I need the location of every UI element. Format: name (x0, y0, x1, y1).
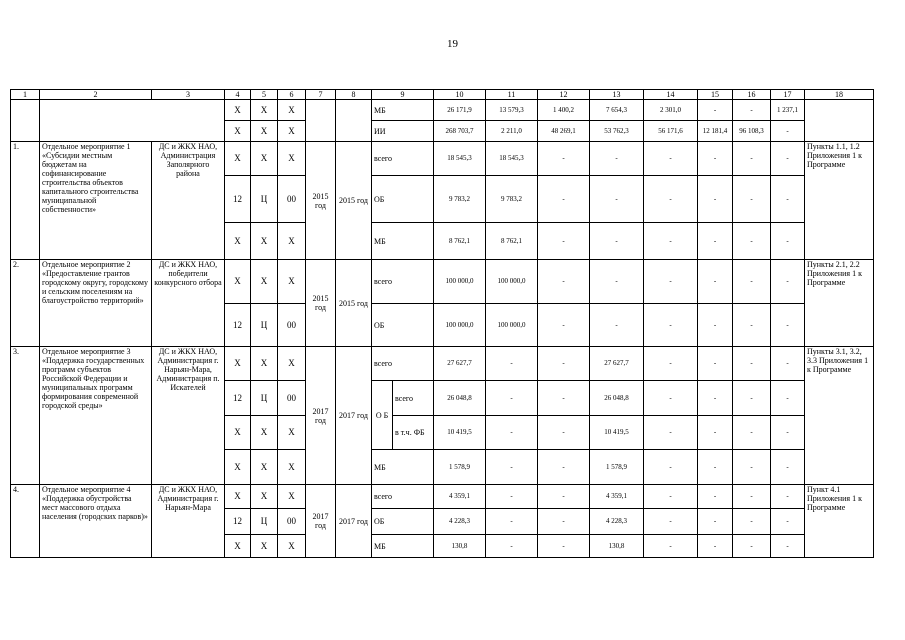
amount-cell: - (698, 535, 733, 558)
amount-cell: - (644, 260, 698, 304)
amount-cell: - (733, 381, 771, 416)
amount-cell: - (771, 176, 805, 223)
amount-cell: - (698, 381, 733, 416)
amount-cell: - (771, 509, 805, 535)
amount-cell: - (733, 260, 771, 304)
amount-cell: - (771, 381, 805, 416)
funding-source: ОБ (372, 176, 434, 223)
amount-cell: - (538, 260, 590, 304)
table-cell: X (251, 142, 278, 176)
table-cell: X (225, 450, 251, 485)
amount-cell: - (486, 450, 538, 485)
amount-cell: 1 578,9 (590, 450, 644, 485)
amount-cell: - (698, 416, 733, 450)
executor: ДС и ЖКХ НАО, Администрация г. Нарьян-Мара (152, 485, 225, 558)
amount-cell: - (733, 347, 771, 381)
amount-cell: - (771, 535, 805, 558)
end-year: 2015 год (336, 260, 372, 347)
table-cell: 12 (225, 381, 251, 416)
table-cell: X (251, 260, 278, 304)
amount-cell: - (644, 416, 698, 450)
executor: ДС и ЖКХ НАО, Администрация г. Нарьян-Мара, Администрация п. Искателей (152, 347, 225, 485)
amount-cell: 100 000,0 (486, 304, 538, 347)
table-cell: X (225, 260, 251, 304)
column-number: 2 (40, 90, 152, 100)
amount-cell: 1 237,1 (771, 100, 805, 121)
amount-cell: - (733, 223, 771, 260)
executor: ДС и ЖКХ НАО, Администрация Заполярного района (152, 142, 225, 260)
amount-cell: 18 545,3 (434, 142, 486, 176)
amount-cell: - (698, 304, 733, 347)
table-cell: Ц (251, 381, 278, 416)
table-cell: X (278, 121, 306, 142)
funding-source: МБ (372, 535, 434, 558)
amount-cell: 12 181,4 (698, 121, 733, 142)
amount-cell: - (538, 535, 590, 558)
table-cell: X (278, 450, 306, 485)
table-cell: Ц (251, 176, 278, 223)
column-number: 15 (698, 90, 733, 100)
amount-cell: - (733, 416, 771, 450)
amount-cell: - (486, 485, 538, 509)
empty-cell (40, 100, 225, 142)
funding-source: в т.ч. ФБ (393, 416, 434, 450)
amount-cell: 4 359,1 (434, 485, 486, 509)
table-cell: 00 (278, 176, 306, 223)
amount-cell: 26 048,8 (434, 381, 486, 416)
column-number: 1 (11, 90, 40, 100)
amount-cell: 7 654,3 (590, 100, 644, 121)
column-number: 12 (538, 90, 590, 100)
amount-cell: - (644, 223, 698, 260)
funding-source: всего (372, 347, 434, 381)
amount-cell: - (733, 485, 771, 509)
table-cell: X (251, 416, 278, 450)
note: Пункты 3.1, 3.2, 3.3 Приложения 1 к Программе (805, 347, 874, 485)
activity-name: Отдельное мероприятие 3 «Поддержка государственных программ субъектов Российской Федерации и муниципальных программ формирования современной городской среды» (40, 347, 152, 485)
start-year: 2017 год (306, 485, 336, 558)
amount-cell: - (644, 381, 698, 416)
amount-cell: - (590, 176, 644, 223)
amount-cell: - (771, 347, 805, 381)
column-number: 18 (805, 90, 874, 100)
amount-cell: 4 228,3 (590, 509, 644, 535)
amount-cell: - (538, 416, 590, 450)
table-cell: 00 (278, 381, 306, 416)
amount-cell: 9 783,2 (486, 176, 538, 223)
start-year: 2015 год (306, 142, 336, 260)
table-cell: X (278, 260, 306, 304)
amount-cell: - (644, 142, 698, 176)
table-cell: 12 (225, 176, 251, 223)
table-cell: Ц (251, 304, 278, 347)
funding-source: ИИ (372, 121, 434, 142)
amount-cell: 130,8 (590, 535, 644, 558)
activity-name: Отдельное мероприятие 1 «Субсидии местным бюджетам на софинансирование строительства объектов капитального строительства муниципальной собственности» (40, 142, 152, 260)
amount-cell: 4 228,3 (434, 509, 486, 535)
funding-source: МБ (372, 450, 434, 485)
amount-cell: - (538, 223, 590, 260)
amount-cell: 1 578,9 (434, 450, 486, 485)
amount-cell: - (644, 450, 698, 485)
amount-cell: - (698, 223, 733, 260)
amount-cell: - (771, 450, 805, 485)
amount-cell: - (590, 260, 644, 304)
note: Пункты 1.1, 1.2 Приложения 1 к Программе (805, 142, 874, 260)
amount-cell: - (486, 347, 538, 381)
amount-cell: - (698, 142, 733, 176)
activity-name: Отдельное мероприятие 4 «Поддержка обустройства мест массового отдыха населения (городских парков)» (40, 485, 152, 558)
amount-cell: - (771, 485, 805, 509)
amount-cell: 100 000,0 (486, 260, 538, 304)
activity-name: Отдельное мероприятие 2 «Предоставление грантов городскому округу, городскому и сельским поселениям на благоустройство территорий» (40, 260, 152, 347)
amount-cell: 8 762,1 (434, 223, 486, 260)
table-cell: X (251, 223, 278, 260)
amount-cell: - (733, 304, 771, 347)
amount-cell: - (644, 176, 698, 223)
column-number: 7 (306, 90, 336, 100)
amount-cell: - (698, 347, 733, 381)
column-number: 4 (225, 90, 251, 100)
amount-cell: 268 703,7 (434, 121, 486, 142)
column-number: 14 (644, 90, 698, 100)
amount-cell: 53 762,3 (590, 121, 644, 142)
amount-cell: 48 269,1 (538, 121, 590, 142)
table-cell: X (225, 223, 251, 260)
table-cell: X (225, 416, 251, 450)
amount-cell: - (733, 142, 771, 176)
amount-cell: - (698, 509, 733, 535)
end-year: 2017 год (336, 347, 372, 485)
amount-cell: - (771, 260, 805, 304)
amount-cell: - (538, 485, 590, 509)
table-cell: 00 (278, 304, 306, 347)
amount-cell: - (538, 347, 590, 381)
table-cell: X (225, 142, 251, 176)
amount-cell: 13 579,3 (486, 100, 538, 121)
amount-cell: 9 783,2 (434, 176, 486, 223)
amount-cell: - (644, 304, 698, 347)
amount-cell: - (644, 509, 698, 535)
table-cell: X (278, 100, 306, 121)
table-cell: X (251, 485, 278, 509)
column-number: 8 (336, 90, 372, 100)
start-year: 2015 год (306, 260, 336, 347)
note: Пункты 2.1, 2.2 Приложения 1 к Программе (805, 260, 874, 347)
amount-cell: 96 108,3 (733, 121, 771, 142)
amount-cell: - (733, 450, 771, 485)
end-year: 2015 год (336, 142, 372, 260)
column-number: 10 (434, 90, 486, 100)
amount-cell: 2 211,0 (486, 121, 538, 142)
amount-cell: - (733, 509, 771, 535)
empty-cell (306, 100, 336, 142)
empty-cell (336, 100, 372, 142)
funding-source: МБ (372, 223, 434, 260)
amount-cell: 10 419,5 (590, 416, 644, 450)
amount-cell: - (538, 509, 590, 535)
table-cell: X (251, 450, 278, 485)
amount-cell: 130,8 (434, 535, 486, 558)
row-number: 2. (11, 260, 40, 347)
amount-cell: 8 762,1 (486, 223, 538, 260)
table-cell: 12 (225, 509, 251, 535)
amount-cell: 26 048,8 (590, 381, 644, 416)
column-number: 11 (486, 90, 538, 100)
column-number: 6 (278, 90, 306, 100)
funding-source: всего (372, 260, 434, 304)
amount-cell: - (771, 416, 805, 450)
table-cell: X (225, 347, 251, 381)
amount-cell: - (486, 509, 538, 535)
amount-cell: - (538, 450, 590, 485)
page-number: 19 (447, 38, 458, 50)
amount-cell: 26 171,9 (434, 100, 486, 121)
amount-cell: 100 000,0 (434, 260, 486, 304)
amount-cell: - (486, 381, 538, 416)
table-cell: 12 (225, 304, 251, 347)
amount-cell: 4 359,1 (590, 485, 644, 509)
column-number: 3 (152, 90, 225, 100)
amount-cell: - (771, 304, 805, 347)
table-row (11, 260, 874, 304)
ob-label: О Б (372, 381, 393, 450)
empty-cell (805, 100, 874, 142)
table-cell: X (278, 416, 306, 450)
amount-cell: - (733, 100, 771, 121)
column-number: 5 (251, 90, 278, 100)
amount-cell: 2 301,0 (644, 100, 698, 121)
table-cell: X (225, 121, 251, 142)
executor: ДС и ЖКХ НАО, победители конкурсного отбора (152, 260, 225, 347)
table-cell: X (278, 223, 306, 260)
table-cell: Ц (251, 509, 278, 535)
amount-cell: - (486, 535, 538, 558)
column-number: 13 (590, 90, 644, 100)
table-cell: X (278, 347, 306, 381)
table-cell: X (278, 535, 306, 558)
amount-cell: - (590, 223, 644, 260)
funding-source: ОБ (372, 509, 434, 535)
table-cell: X (278, 142, 306, 176)
column-number: 17 (771, 90, 805, 100)
column-number: 16 (733, 90, 771, 100)
table-cell: X (251, 121, 278, 142)
funding-source: МБ (372, 100, 434, 121)
funding-source: ОБ (372, 304, 434, 347)
amount-cell: 1 400,2 (538, 100, 590, 121)
empty-cell (11, 100, 40, 142)
amount-cell: - (698, 100, 733, 121)
amount-cell: - (771, 121, 805, 142)
funding-source: всего (393, 381, 434, 416)
amount-cell: - (771, 223, 805, 260)
amount-cell: - (590, 304, 644, 347)
amount-cell: - (644, 535, 698, 558)
header-row (11, 90, 874, 100)
note: Пункт 4.1 Приложения 1 к Программе (805, 485, 874, 558)
amount-cell: - (733, 176, 771, 223)
amount-cell: - (698, 485, 733, 509)
row-number: 3. (11, 347, 40, 485)
amount-cell: - (644, 485, 698, 509)
funding-source: всего (372, 142, 434, 176)
amount-cell: - (486, 416, 538, 450)
amount-cell: 10 419,5 (434, 416, 486, 450)
amount-cell: 56 171,6 (644, 121, 698, 142)
amount-cell: - (698, 260, 733, 304)
table-row (11, 347, 874, 381)
amount-cell: - (538, 176, 590, 223)
amount-cell: 100 000,0 (434, 304, 486, 347)
table-row (11, 485, 874, 509)
table-cell: X (225, 485, 251, 509)
table-cell: X (251, 347, 278, 381)
row-number: 1. (11, 142, 40, 260)
amount-cell: - (771, 142, 805, 176)
amount-cell: - (733, 535, 771, 558)
table-cell: X (251, 535, 278, 558)
amount-cell: - (698, 176, 733, 223)
amount-cell: 18 545,3 (486, 142, 538, 176)
amount-cell: - (538, 142, 590, 176)
table-cell: 00 (278, 509, 306, 535)
amount-cell: - (698, 450, 733, 485)
amount-cell: - (590, 142, 644, 176)
column-number: 9 (372, 90, 434, 100)
program-table (10, 89, 874, 558)
table-row (11, 142, 874, 176)
table-cell: X (251, 100, 278, 121)
table-cell: X (278, 485, 306, 509)
amount-cell: - (538, 304, 590, 347)
start-year: 2017 год (306, 347, 336, 485)
table-cell: X (225, 100, 251, 121)
amount-cell: - (644, 347, 698, 381)
amount-cell: - (538, 381, 590, 416)
table-cell: X (225, 535, 251, 558)
funding-source: всего (372, 485, 434, 509)
row-number: 4. (11, 485, 40, 558)
table-row (11, 100, 874, 121)
amount-cell: 27 627,7 (590, 347, 644, 381)
end-year: 2017 год (336, 485, 372, 558)
amount-cell: 27 627,7 (434, 347, 486, 381)
